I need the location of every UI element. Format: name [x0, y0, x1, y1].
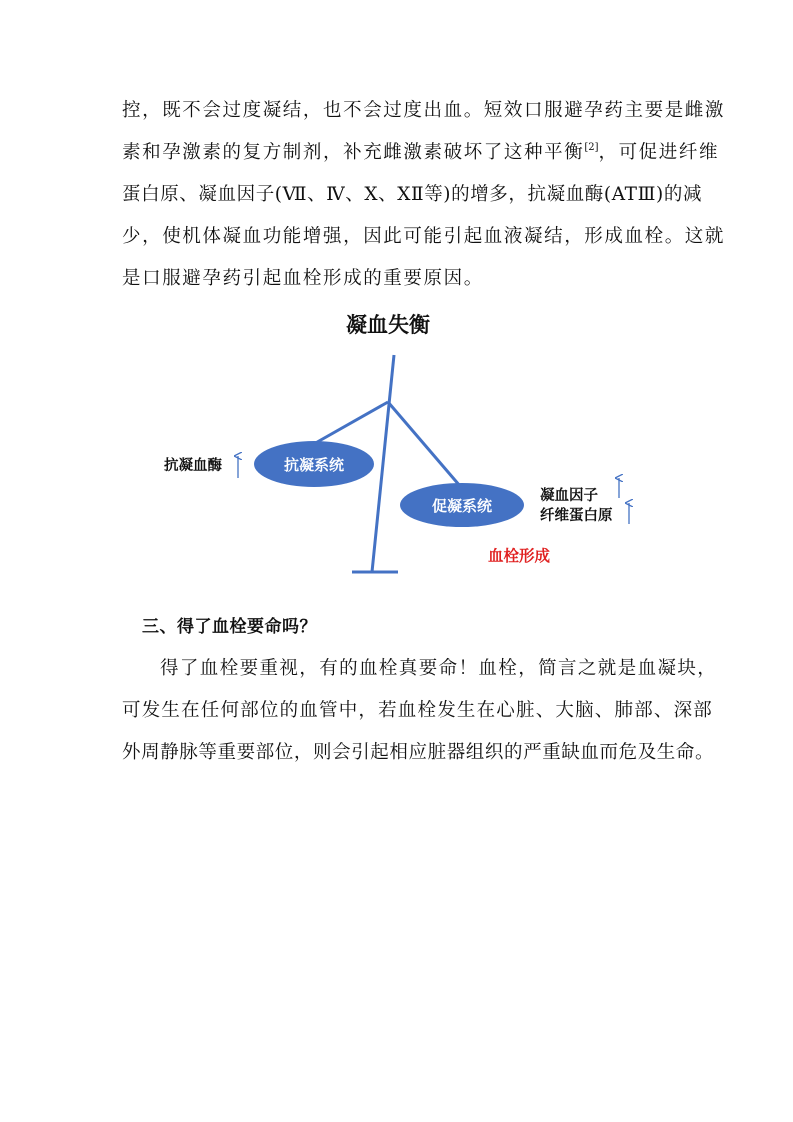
coagulation-balance-diagram — [0, 300, 793, 590]
right-arm — [388, 402, 460, 486]
intro-line-4: 少，使机体凝血功能增强，因此可能引起血液凝结，形成血栓。这就 — [122, 226, 726, 247]
intro-line-3: 蛋白原、凝血因子(Ⅶ、Ⅳ、Ⅹ、ⅩⅡ等)的增多，抗凝血酶(ATⅢ)的减 — [122, 184, 703, 205]
section3-line-2: 可发生在任何部位的血管中，若血栓发生在心脏、大脑、肺部、深部 — [122, 700, 714, 721]
intro-line-1: 控，既不会过度凝结，也不会过度出血。短效口服避孕药主要是雌激 — [122, 100, 726, 121]
thrombosis-result: 血栓形成 — [488, 547, 551, 565]
section3-line-1: 得了血栓要重视，有的血栓真要命！血栓，简言之就是血凝块， — [160, 658, 718, 679]
intro-line-2 — [122, 138, 719, 164]
coagulation-factor-label: 凝血因子 — [540, 488, 598, 504]
balance-pole — [372, 355, 394, 572]
fibrinogen-label: 纤维蛋白原 — [540, 508, 613, 524]
left-arm — [312, 402, 388, 445]
citation-mark: [2] — [584, 142, 599, 153]
section-heading: 三、得了血栓要命吗？ — [142, 617, 317, 637]
anticoagulation-label: 抗凝系统 — [283, 456, 345, 474]
section3-line-3: 外周静脉等重要部位，则会引起相应脏器组织的严重缺血而危及生命。 — [122, 742, 715, 763]
procoagulation-label: 促凝系统 — [431, 497, 493, 515]
intro-line-2-tail: ，可促进纤维 — [598, 142, 720, 163]
intro-line-2-text: 素和孕激素的复方制剂，补充雌激素破坏了这种平衡 — [122, 142, 585, 163]
intro-line-5: 是口服避孕药引起血栓形成的重要原因。 — [122, 268, 484, 289]
diagram-title: 凝血失衡 — [346, 313, 430, 337]
antithrombin-label: 抗凝血酶 — [164, 458, 222, 474]
